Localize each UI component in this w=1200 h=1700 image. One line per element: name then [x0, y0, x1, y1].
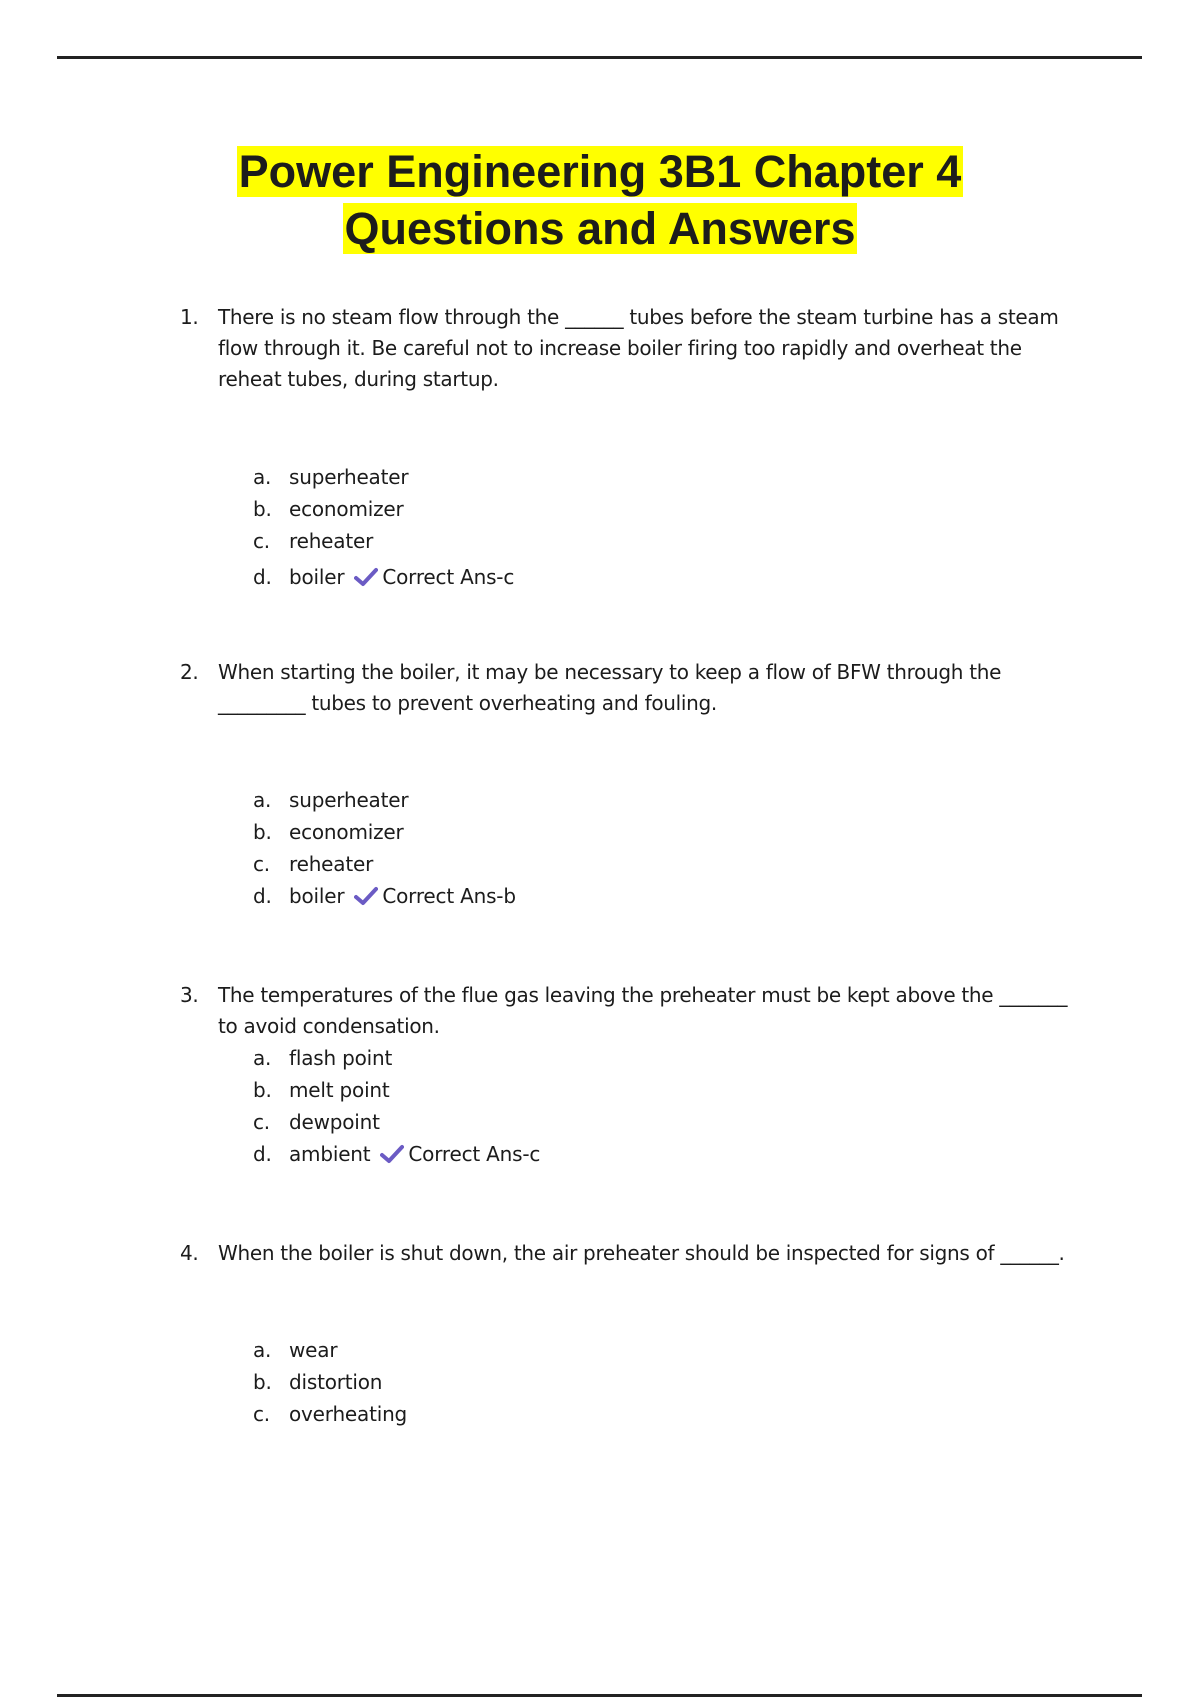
option-b — [253, 1366, 407, 1398]
option-text: reheater — [289, 852, 374, 876]
question-text: The temperatures of the flue gas leaving the preheater must be kept above the _______ to avoid condensation. — [218, 983, 1068, 1038]
option-text: boiler — [289, 884, 345, 908]
option-c — [253, 848, 516, 880]
option-d — [253, 1138, 540, 1170]
option-letter: a. — [253, 788, 272, 812]
option-d — [253, 880, 516, 912]
option-text: melt point — [289, 1078, 390, 1102]
option-letter: b. — [253, 1370, 272, 1394]
option-letter: b. — [253, 1078, 272, 1102]
question-number: 1. — [180, 305, 199, 329]
option-letter: d. — [253, 1142, 272, 1166]
option-letter: a. — [253, 465, 272, 489]
question-text: There is no steam flow through the ______ tubes before the steam turbine has a steam flow through it. Be careful not to increase boiler firing too rapidly and overheat the reheat tubes, during startup. — [218, 305, 1059, 391]
option-text: boiler — [289, 565, 345, 589]
document-title — [0, 143, 1200, 257]
option-c — [253, 1106, 540, 1138]
option-b — [253, 493, 514, 525]
option-letter: c. — [253, 1402, 270, 1426]
header-rule — [57, 56, 1142, 59]
option-text: reheater — [289, 529, 374, 553]
option-b — [253, 1074, 540, 1106]
question-text: When the boiler is shut down, the air preheater should be inspected for signs of ______. — [218, 1241, 1065, 1265]
correct-answer: Correct Ans-b — [382, 884, 516, 908]
question-4 — [180, 1238, 1100, 1269]
option-letter: c. — [253, 529, 270, 553]
question-1 — [180, 302, 1080, 395]
option-text: economizer — [289, 497, 404, 521]
option-a — [253, 461, 514, 493]
option-c — [253, 1398, 407, 1430]
option-text: dewpoint — [289, 1110, 380, 1134]
question-text: When starting the boiler, it may be necessary to keep a flow of BFW through the _________ tubes to prevent overheating and fouling. — [218, 660, 1002, 715]
correct-answer: Correct Ans-c — [408, 1142, 541, 1166]
option-text: flash point — [289, 1046, 393, 1070]
option-letter: c. — [253, 852, 270, 876]
option-letter: b. — [253, 820, 272, 844]
question-3-options — [253, 1042, 540, 1170]
option-text: economizer — [289, 820, 404, 844]
option-letter: b. — [253, 497, 272, 521]
option-text: ambient — [289, 1142, 371, 1166]
option-a — [253, 1042, 540, 1074]
question-number: 4. — [180, 1241, 199, 1265]
checkmark-icon — [354, 886, 378, 906]
option-c — [253, 525, 514, 557]
option-text: overheating — [289, 1402, 408, 1426]
option-letter: c. — [253, 1110, 270, 1134]
option-a — [253, 1334, 407, 1366]
option-letter: d. — [253, 884, 272, 908]
option-d — [253, 561, 514, 593]
footer-rule — [57, 1694, 1142, 1697]
checkmark-icon — [354, 567, 378, 587]
option-letter: a. — [253, 1338, 272, 1362]
option-text: wear — [289, 1338, 338, 1362]
option-text: superheater — [289, 788, 409, 812]
question-3 — [180, 980, 1080, 1042]
question-number: 2. — [180, 660, 199, 684]
option-text: superheater — [289, 465, 409, 489]
checkmark-icon — [380, 1144, 404, 1164]
option-b — [253, 816, 516, 848]
question-2-options — [253, 784, 516, 912]
title-line-1: Power Engineering 3B1 Chapter 4 — [238, 146, 962, 197]
option-text: distortion — [289, 1370, 383, 1394]
question-4-options — [253, 1334, 407, 1430]
option-a — [253, 784, 516, 816]
question-1-options — [253, 461, 514, 593]
option-letter: a. — [253, 1046, 272, 1070]
title-line-2: Questions and Answers — [344, 203, 856, 254]
question-2 — [180, 657, 1040, 719]
correct-answer: Correct Ans-c — [382, 565, 515, 589]
question-number: 3. — [180, 983, 199, 1007]
option-letter: d. — [253, 565, 272, 589]
